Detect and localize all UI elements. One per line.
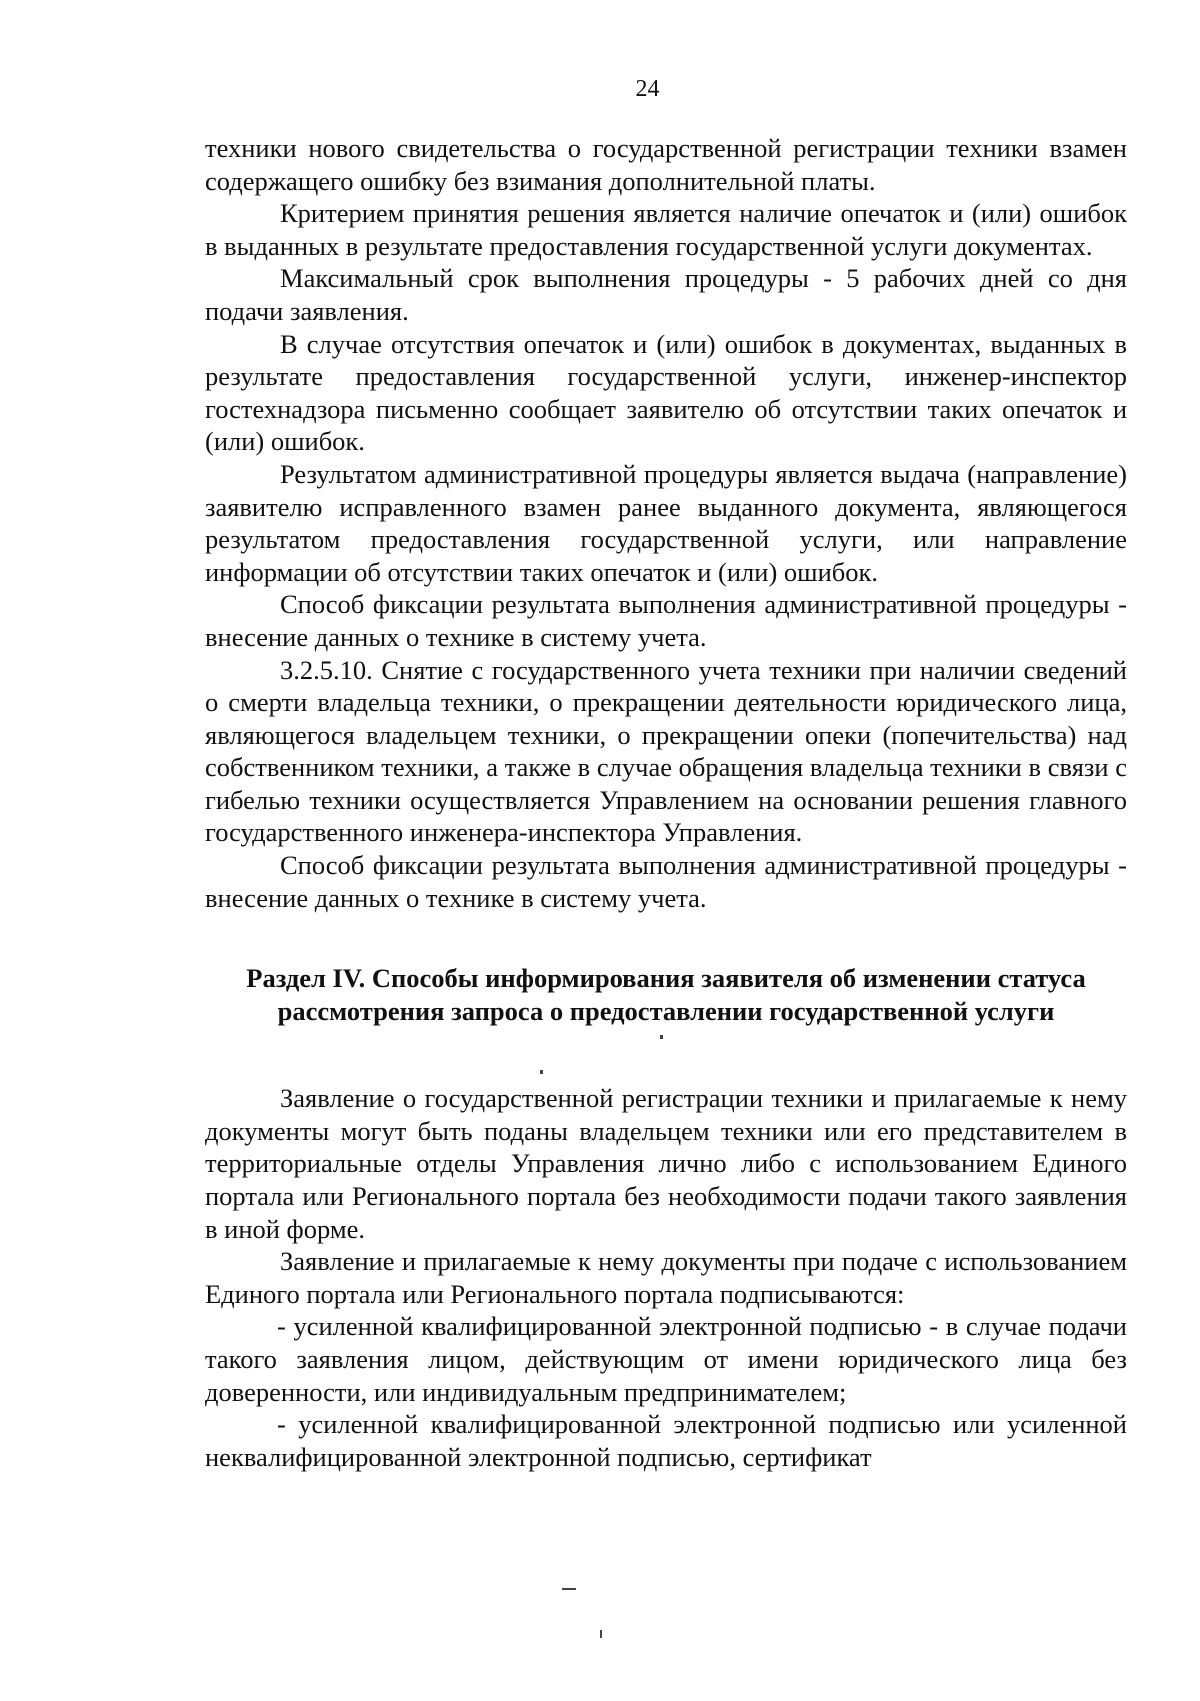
paragraph-deregistration: 3.2.5.10. Снятие с государственного учета техники при наличии сведений о смерти владельца техники, о прекращении деятельности юридического лица, являющегося владельцем техники, о прекращении опеки (попечительства) над собственником техники, а также в случае обращения владельца техники в связи с гибелью техники осуществляется Управлением на основании решения главного государственного инженера-инспектора Управления. [205,654,1127,848]
list-item-qualified-or-unqualified-signature: - усиленной квалифицированной электронной подписью или усиленной неквалифицированной электронной подписью, сертификат [205,1409,1127,1472]
paragraph-fixation-method: Способ фиксации результата выполнения административной процедуры - внесение данных о технике в систему учета. [205,589,1127,652]
paragraph-application-submission: Заявление о государственной регистрации техники и прилагаемые к нему документы могут быть поданы владельцем техники или его представителем в территориальные отделы Управления лично либо с использованием Единого портала или Регионального портала без необходимости подачи такого заявления в иной форме. [205,1083,1127,1244]
paragraph-fixation-method-2: Способ фиксации результата выполнения административной процедуры - внесение данных о технике в систему учета. [205,850,1127,913]
scan-speck [562,1588,576,1590]
section-heading: Раздел IV. Способы информирования заявителя об изменении статуса рассмотрения запроса о предоставлении государственной услуги [246,963,1086,1027]
paragraph-continuation: техники нового свидетельства о государственной регистрации техники взамен содержащего ошибку без взимания дополнительной платы. [205,133,1127,196]
list-item-qualified-signature: - усиленной квалифицированной электронной подписью - в случае подачи такого заявления лицом, действующим от имени юридического лица без доверенности, или индивидуальным предпринимателем; [205,1311,1127,1407]
scan-speck [660,1035,663,1039]
scan-speck [600,1630,602,1638]
page-number: 24 [635,76,660,102]
paragraph-max-term: Максимальный срок выполнения процедуры - 5 рабочих дней со дня подачи заявления. [205,263,1127,326]
paragraph-criterion: Критерием принятия решения является наличие опечаток и (или) ошибок в выданных в результате предоставления государственной услуги документах. [205,198,1127,261]
document-body [205,132,1127,1473]
scan-speck [540,1070,543,1074]
paragraph-result: Результатом административной процедуры является выдача (направление) заявителю исправленного взамен ранее выданного документа, являющегося результатом предоставления государственной услуги, или направление информации об отсутствии таких опечаток и (или) ошибок. [205,458,1127,587]
paragraph-signing: Заявление и прилагаемые к нему документы при подаче с использованием Единого портала или Регионального портала подписываются: [205,1246,1127,1309]
paragraph-no-errors: В случае отсутствия опечаток и (или) ошибок в документах, выданных в результате предоставления государственной услуги, инженер-инспектор гостехнадзора письменно сообщает заявителю об отсутствии таких опечаток и (или) ошибок. [205,328,1127,457]
